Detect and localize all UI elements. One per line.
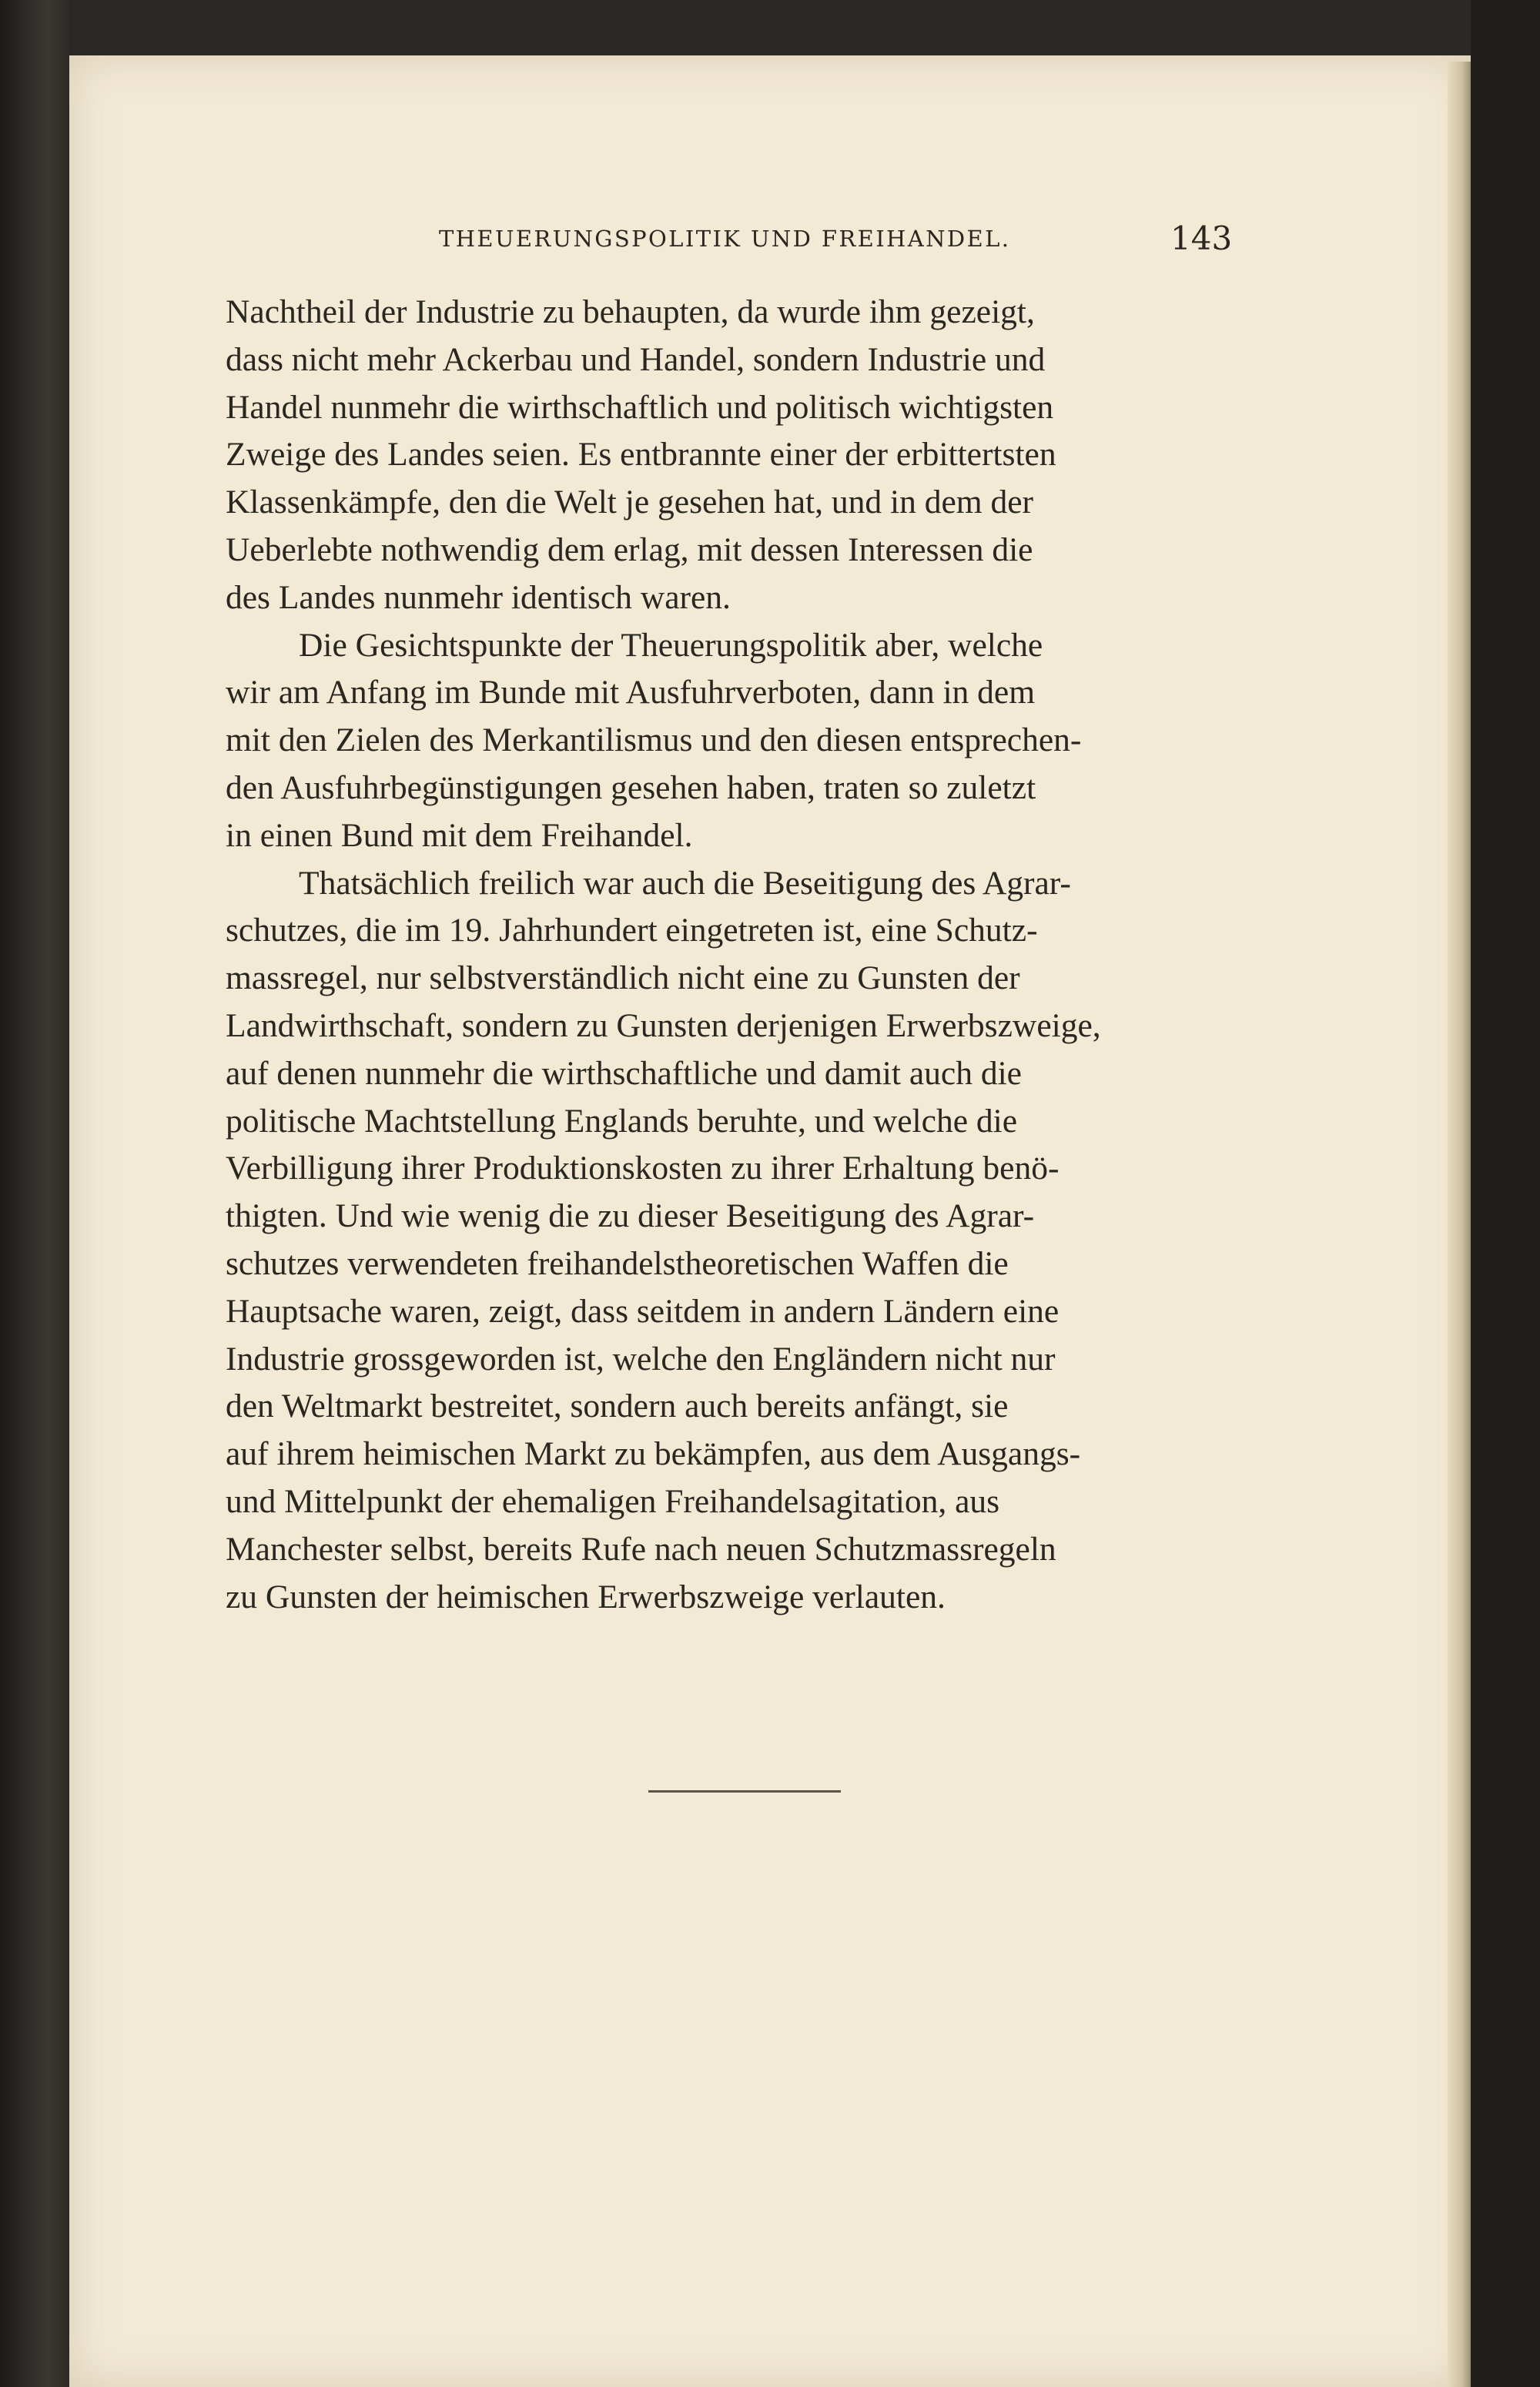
text-line: Nachtheil der Industrie zu behaupten, da wurde ihm gezeigt, bbox=[226, 293, 1035, 330]
text-line: des Landes nunmehr identisch waren. bbox=[226, 578, 731, 616]
body-text bbox=[226, 289, 1234, 1621]
text-line: und Mittelpunkt der ehemaligen Freihandelsagitation, aus bbox=[226, 1482, 1000, 1520]
page-fore-edge bbox=[1448, 62, 1471, 2387]
text-line: Hauptsache waren, zeigt, dass seitdem in andern Ländern eine bbox=[226, 1292, 1060, 1330]
text-line: zu Gunsten der heimischen Erwerbszweige verlauten. bbox=[226, 1578, 946, 1615]
text-line: dass nicht mehr Ackerbau und Handel, sondern Industrie und bbox=[226, 340, 1046, 378]
text-line: in einen Bund mit dem Freihandel. bbox=[226, 816, 693, 854]
text-line: wir am Anfang im Bunde mit Ausfuhrverboten, dann in dem bbox=[226, 674, 1036, 711]
text-line: Thatsächlich freilich war auch die Beseitigung des Agrar- bbox=[299, 864, 1071, 902]
scan-background bbox=[1471, 0, 1540, 2387]
text-line: Industrie grossgeworden ist, welche den Engländern nicht nur bbox=[226, 1340, 1056, 1378]
text-line: Ueberlebte nothwendig dem erlag, mit dessen Interessen die bbox=[226, 531, 1033, 568]
text-line: Handel nunmehr die wirthschaftlich und politisch wichtigsten bbox=[226, 388, 1054, 426]
text-line: thigten. Und wie wenig die zu dieser Beseitigung des Agrar- bbox=[226, 1197, 1035, 1235]
text-line: Klassenkämpfe, den die Welt je gesehen hat, und in dem der bbox=[226, 484, 1034, 521]
page-number: 143 bbox=[1170, 219, 1233, 257]
text-line: den Ausfuhrbegünstigungen gesehen haben, traten so zuletzt bbox=[226, 768, 1036, 806]
text-line: Zweige des Landes seien. Es entbrannte einer der erbittertsten bbox=[226, 436, 1056, 474]
text-line: den Weltmarkt bestreitet, sondern auch bereits anfängt, sie bbox=[226, 1388, 1009, 1425]
text-line: Manchester selbst, bereits Rufe nach neuen Schutzmassregeln bbox=[226, 1530, 1056, 1568]
text-line: massregel, nur selbstverständlich nicht eine zu Gunsten der bbox=[226, 959, 1020, 997]
text-line: Die Gesichtspunkte der Theuerungspolitik aber, welche bbox=[299, 626, 1043, 664]
text-line: auf denen nunmehr die wirthschaftliche und damit auch die bbox=[226, 1054, 1022, 1092]
text-line: Verbilligung ihrer Produktionskosten zu ihrer Erhaltung benö- bbox=[226, 1150, 1060, 1187]
text-line: schutzes verwendeten freihandelstheoretischen Waffen die bbox=[226, 1244, 1009, 1282]
text-line: schutzes, die im 19. Jahrhundert eingetreten ist, eine Schutz- bbox=[226, 912, 1038, 949]
previous-page-edge bbox=[0, 0, 69, 2387]
text-line: mit den Zielen des Merkantilismus und den diesen entsprechen- bbox=[226, 721, 1082, 759]
text-line: politische Machtstellung Englands beruhte, und welche die bbox=[226, 1102, 1018, 1140]
running-head: THEUERUNGSPOLITIK UND FREIHANDEL. bbox=[439, 226, 1011, 252]
text-line: Landwirthschaft, sondern zu Gunsten derjenigen Erwerbszweige, bbox=[226, 1006, 1101, 1044]
section-divider bbox=[648, 1790, 841, 1793]
page-header bbox=[69, 219, 1471, 273]
text-line: auf ihrem heimischen Markt zu bekämpfen, aus dem Ausgangs- bbox=[226, 1435, 1081, 1473]
